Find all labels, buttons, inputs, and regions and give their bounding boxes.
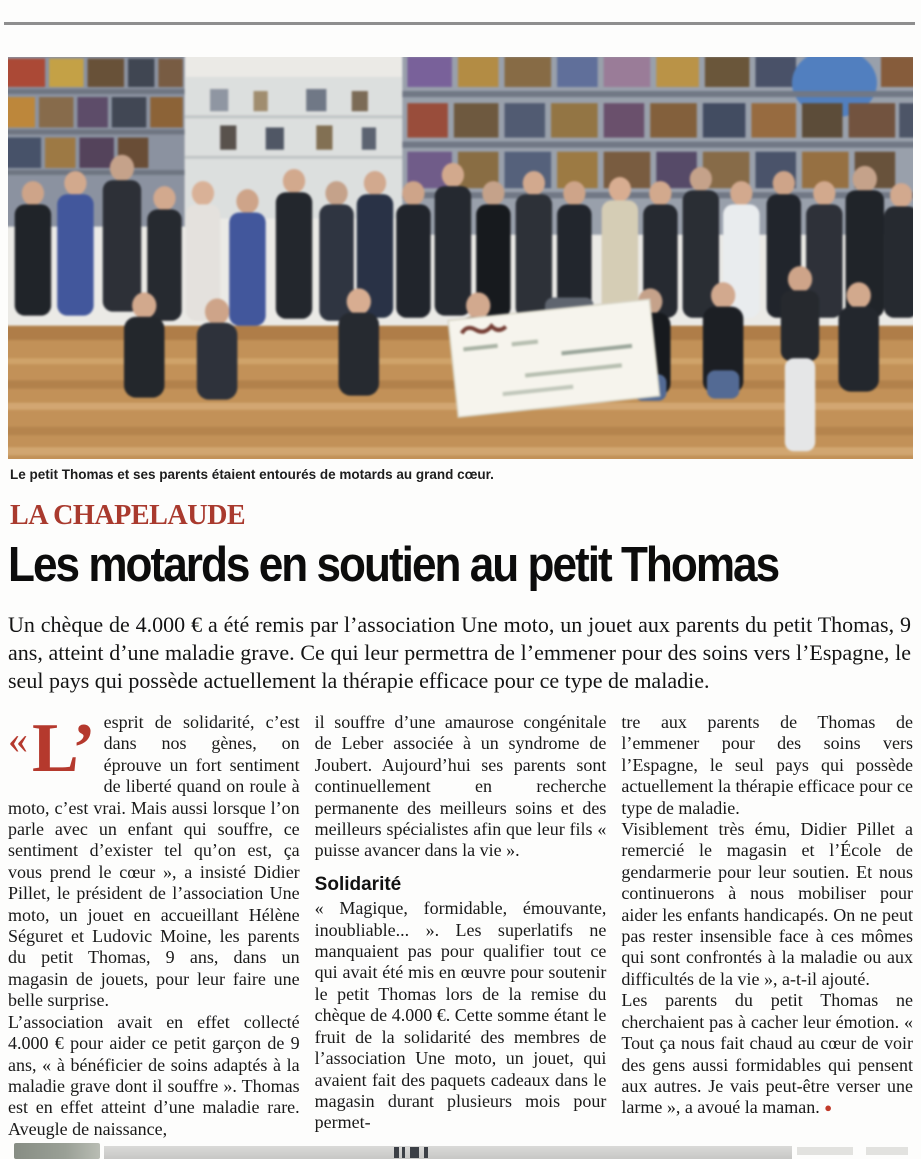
faint-text-fragment [797, 1147, 853, 1155]
article-headline: Les motards en soutien au petit Thomas [8, 538, 779, 592]
body-column-3 [621, 712, 913, 1140]
drop-cap: «L’ [8, 710, 96, 787]
paragraph: «L’ esprit de solidarité, c’est dans nos gènes, on éprouve un fort sentiment de liberté quand on roule à moto, c’est vrai. Mais aussi lorsque l’on parle avec un enfant qui souffre, ce sentiment d’exister tel qu’on est, ça vous prend le cœur », a insisté Didier Pillet, le président de l’association Une moto, un jouet en accueillant Hélène Séguret et Ludovic Moine, les parents du petit Thomas, 9 ans, dans un magasin de jouets, pour leur faire une belle surprise. [8, 710, 300, 1011]
fragment-mark [402, 1147, 405, 1158]
next-photo-fragment [104, 1146, 792, 1159]
next-photo-fragment-left [14, 1143, 100, 1159]
fragment-mark [424, 1147, 428, 1158]
paragraph: « Magique, formidable, émouvante, inoubliable... ». Les superlatifs ne manquaient pas pour qualifier tout ce qui avait été mis en œuvre pour soutenir le petit Thomas lors de la remise du chèque de 4.000 €. Cette somme étant le fruit de la solidarité des membres de l’association Une moto, un jouet, qui avaient fait des paquets cadeaux dans le magasin durant plusieurs mois pour permet- [314, 898, 607, 1133]
article-lede: Un chèque de 4.000 € a été remis par l’association Une moto, un jouet aux parents du petit Thomas, 9 ans, atteint d’une maladie grave. Ce qui leur permettra de l’emmener pour des soins vers l’Espagne, le seul pays qui possède actuellement la thérapie efficace pour ce type de maladie. [8, 612, 911, 693]
top-divider-rule [4, 22, 915, 25]
body-column-1 [8, 712, 300, 1140]
faint-text-fragment [866, 1147, 908, 1155]
article-photo [8, 57, 913, 459]
opening-quote-mark: « [8, 717, 28, 762]
body-column-2 [315, 712, 607, 1140]
subhead-solidarite: Solidarité [314, 873, 402, 895]
paragraph: il souffre d’une amaurose congénitale de Leber associée à un syndrome de Joubert. Aujourd’hui ses parents sont continuellement en recherche permanente des meilleurs soins et des meilleurs spécialistes afin que leur fils « puisse avancer dans la vie ». [314, 712, 607, 861]
article-photo-illustration [8, 57, 913, 459]
article-body [8, 712, 913, 1140]
giant-check [448, 299, 659, 417]
paragraph: Les parents du petit Thomas ne cherchaient pas à cacher leur émotion. « Tout ça nous fait chaud au cœur de voir des gens aussi formidables qui pensent aux autres. Je vais peut-être verser une larme », a avoué la maman. ● [621, 990, 914, 1118]
fragment-mark [410, 1147, 419, 1158]
end-of-article-bullet-icon: ● [824, 1100, 833, 1116]
paragraph: Visiblement très ému, Didier Pillet a remercié le magasin et l’École de gendarmerie pour leur soutien. Et nous continuerons à nous mobiliser pour aider les enfants handicapés. On ne peut pas rester insensible face à ces mômes qui sont confrontés à la maladie ou aux difficultés de la vie », a-t-il ajouté. [621, 819, 914, 989]
paragraph: tre aux parents de Thomas de l’emmener pour des soins vers l’Espagne, le seul pays qui possède actuellement la thérapie efficace pour ce type de maladie. [621, 712, 914, 818]
fragment-mark [394, 1147, 399, 1158]
article-kicker: LA CHAPELAUDE [10, 499, 246, 531]
photo-caption: Le petit Thomas et ses parents étaient entourés de motards au grand cœur. [10, 467, 494, 482]
paragraph: L’association avait en effet collecté 4.000 € pour aider ce petit garçon de 9 ans, « à bénéficier de soins adaptés à la maladie grave dont il souffre ». Thomas est en effet atteint d’une maladie rare. Aveugle de naissance, [8, 1011, 300, 1139]
